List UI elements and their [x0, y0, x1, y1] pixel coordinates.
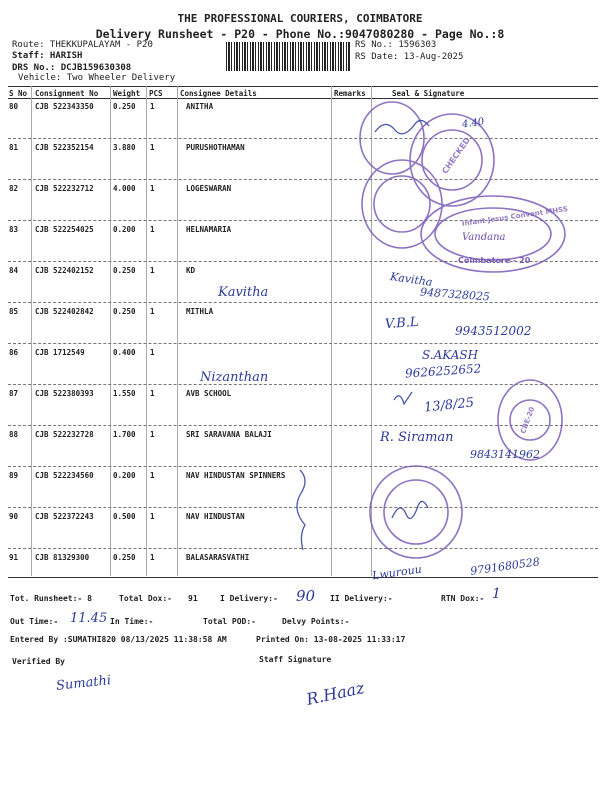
row-pcs: 1 [150, 553, 155, 562]
row-consignee: NAV HINDUSTAN [186, 512, 245, 521]
handwritten-phone88: 9843141962 [470, 448, 540, 461]
total-dox-label: Total Dox:- [119, 594, 172, 603]
row-sno: 83 [9, 225, 19, 234]
handwritten-date87: 13/8/25 [423, 395, 475, 416]
row-sno: 88 [9, 430, 19, 439]
tot-runsheet: Tot. Runsheet:- 8 [10, 594, 92, 603]
handwritten-row86-name: Nizanthan [200, 370, 269, 385]
rs-date: RS Date: 13-Aug-2025 [355, 52, 464, 62]
rtn-dox-label: RTN Dox:- [441, 594, 485, 603]
row-pcs: 1 [150, 266, 155, 275]
entered-by: Entered By :SUMATHI820 08/13/2025 11:38:58 AM [10, 635, 227, 644]
row-pcs: 1 [150, 430, 155, 439]
col-consignee: Consignee Details [180, 89, 257, 98]
row-weight: 1.550 [113, 389, 136, 398]
row-consignee: AVB SCHOOL [186, 389, 232, 398]
total-dox-value: 91 [188, 594, 198, 603]
row-weight: 4.000 [113, 184, 136, 193]
drs-number: DRS No.: DCJB159630308 [12, 63, 132, 73]
row-weight: 0.250 [113, 102, 136, 111]
row-sno: 86 [9, 348, 19, 357]
handwritten-sig91: Lwurouu [371, 562, 423, 583]
in-time-label: In Time:- [110, 617, 154, 626]
row-sno: 87 [9, 389, 19, 398]
stamp-text: Vandana [462, 232, 506, 243]
staff-info: Staff: HARISH [12, 51, 83, 61]
verified-signature: Sumathi [55, 673, 112, 694]
delvy-points-label: Delvy Points:- [282, 617, 350, 626]
row-weight: 0.250 [113, 307, 136, 316]
row-sno: 80 [9, 102, 19, 111]
row-consignment: CJB 522402842 [35, 307, 94, 316]
row-pcs: 1 [150, 225, 155, 234]
vehicle-info: Vehicle: Two Wheeler Delivery [18, 73, 176, 83]
row-pcs: 1 [150, 102, 155, 111]
handwritten-row84-name: Kavitha [218, 285, 269, 300]
row-consignee: LOGESWARAN [186, 184, 232, 193]
handwritten-sig86: S.AKASH [422, 348, 479, 362]
row-consignment: CJB 522402152 [35, 266, 94, 275]
row-consignment: CJB 522234560 [35, 471, 94, 480]
row-weight: 0.250 [113, 553, 136, 562]
printed-on: Printed On: 13-08-2025 11:33:17 [256, 635, 406, 644]
row-consignee: KD [186, 266, 196, 275]
row-sno: 85 [9, 307, 19, 316]
handwritten-sig84: Kavitha [389, 270, 434, 289]
row-weight: 3.880 [113, 143, 136, 152]
runsheet-subtitle: Delivery Runsheet - P20 - Phone No.:9047080280 - Page No.:8 [95, 27, 505, 41]
row-consignment: CJB 522372243 [35, 512, 94, 521]
row-sno: 90 [9, 512, 19, 521]
handwritten-sig88: R. Siraman [380, 430, 454, 445]
col-seal-signature: Seal & Signature [392, 89, 465, 98]
i-delivery-value: 90 [296, 587, 316, 605]
row-pcs: 1 [150, 471, 155, 480]
staff-signature-label: Staff Signature [259, 655, 332, 664]
row-weight: 0.400 [113, 348, 136, 357]
col-weight: Weight [113, 89, 141, 98]
row-sno: 89 [9, 471, 19, 480]
route-info: Route: THEKKUPALAYAM - P20 [12, 40, 153, 50]
row-pcs: 1 [150, 184, 155, 193]
stamp-city: Coimbatore - 20 [458, 256, 531, 265]
company-title: THE PROFESSIONAL COURIERS, COIMBATORE [177, 12, 423, 25]
verified-by-label: Verified By [12, 657, 65, 666]
staff-signature: R.Haaz [304, 678, 366, 709]
row-consignment: CJB 522352154 [35, 143, 94, 152]
svg-text:CHECKED: CHECKED [440, 135, 472, 176]
row-consignment: CJB 522232712 [35, 184, 94, 193]
row-weight: 0.200 [113, 471, 136, 480]
out-time-value: 11.45 [70, 611, 108, 626]
row-weight: 0.500 [113, 512, 136, 521]
row-consignment: CJB 522380393 [35, 389, 94, 398]
row-consignee: HELNAMARIA [186, 225, 232, 234]
signature-scribble [394, 392, 412, 404]
row-pcs: 1 [150, 348, 155, 357]
svg-text:Infant Jesus Convent MHSS: Infant Jesus Convent MHSS [461, 205, 569, 228]
handwritten-sig85: V.B.L [384, 314, 420, 333]
row-consignee: ANITHA [186, 102, 214, 111]
row-sno: 81 [9, 143, 19, 152]
ii-delivery-label: II Delivery:- [330, 594, 393, 603]
row-pcs: 1 [150, 307, 155, 316]
row-consignee: PURUSHOTHAMAN [186, 143, 245, 152]
col-remarks: Remarks [334, 89, 366, 98]
col-consignment: Consignment No [35, 89, 99, 98]
row-weight: 0.200 [113, 225, 136, 234]
row-consignee: BALASARASVATHI [186, 553, 250, 562]
brace-mark [297, 470, 305, 550]
signature-scribble [392, 501, 428, 518]
row-consignment: CJB 522343350 [35, 102, 94, 111]
handwritten-phone84: 9487328025 [419, 285, 491, 304]
rs-number: RS No.: 1596303 [355, 40, 437, 50]
row-consignment: CJB 522254025 [35, 225, 94, 234]
row-pcs: 1 [150, 389, 155, 398]
row-pcs: 1 [150, 512, 155, 521]
out-time-label: Out Time:- [10, 617, 59, 626]
row-consignee: MITHLA [186, 307, 214, 316]
row-weight: 1.700 [113, 430, 136, 439]
row-consignment: CJB 81329300 [35, 553, 90, 562]
handwritten-phone86: 9626252652 [404, 361, 482, 381]
total-pod-label: Total POD:- [203, 617, 256, 626]
row-sno: 91 [9, 553, 19, 562]
handwritten-phone85: 9943512002 [455, 324, 532, 338]
row-consignment: CJB 1712549 [35, 348, 85, 357]
svg-text:CBE-20: CBE-20 [519, 405, 537, 435]
i-delivery-label: I Delivery:- [220, 594, 278, 603]
handwritten-time: 4.40 [461, 116, 485, 131]
row-consignment: CJB 522232728 [35, 430, 94, 439]
row-pcs: 1 [150, 143, 155, 152]
row-consignee: SRI SARAVANA BALAJI [186, 430, 272, 439]
rtn-dox-value: 1 [492, 586, 501, 602]
row-consignee: NAV HINDUSTAN SPINNERS [186, 471, 286, 480]
row-sno: 82 [9, 184, 19, 193]
col-sno: S No [9, 89, 28, 98]
handwritten-phone91: 9791680528 [469, 555, 541, 578]
row-weight: 0.250 [113, 266, 136, 275]
col-pcs: PCS [149, 89, 163, 98]
stamp-circle [374, 176, 430, 232]
row-sno: 84 [9, 266, 19, 275]
